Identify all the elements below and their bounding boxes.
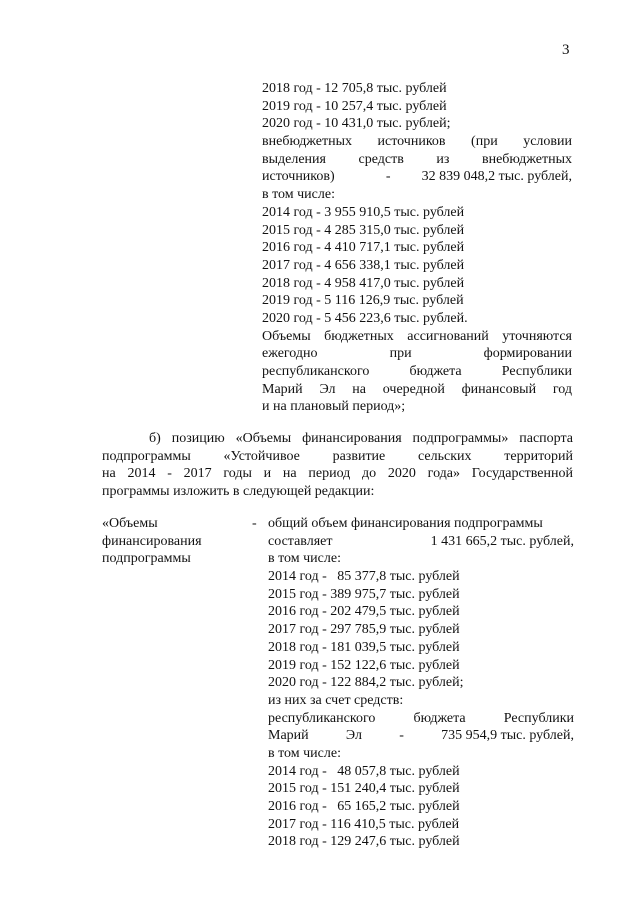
year-line: 2019 год - 10 257,4 тыс. рублей	[262, 98, 447, 114]
year-line: 2020 год - 10 431,0 тыс. рублей;	[262, 116, 451, 132]
year-line: 2014 год - 48 057,8 тыс. рублей	[268, 763, 460, 779]
year-line: 2019 год - 5 116 126,9 тыс. рублей	[262, 293, 464, 309]
section-label	[102, 515, 252, 568]
year-line: 2020 год - 5 456 223,6 тыс. рублей.	[262, 310, 468, 326]
budget-dash: -	[399, 728, 404, 744]
budget-line: республиканского бюджета Республики	[268, 710, 574, 726]
total-line	[262, 168, 572, 186]
paragraph-line: подпрограммы «Устойчивое развитие сельских территорий	[102, 448, 573, 464]
note-line: республиканского бюджета Республики	[262, 364, 572, 379]
note-line: Марий Эл на очередной финансовый год	[262, 381, 572, 397]
text-line: выделения средств из внебюджетных	[262, 151, 572, 167]
label-line: финансирования	[102, 533, 202, 549]
label-line: подпрограммы	[102, 551, 191, 567]
page-number: 3	[562, 42, 570, 58]
budget-mid: Эл	[345, 728, 362, 744]
year-line: 2016 год - 4 410 717,1 тыс. рублей	[262, 240, 465, 256]
section-dash: -	[252, 516, 257, 531]
including-label: в том числе:	[268, 745, 341, 761]
paragraph-line: б) позицию «Объемы финансирования подпрограммы» паспорта	[149, 431, 573, 446]
year-line: 2014 год - 3 955 910,5 тыс. рублей	[262, 204, 465, 220]
amendment-paragraph	[102, 430, 573, 501]
total-value: 32 839 048,2 тыс. рублей,	[421, 169, 572, 185]
note-line: Объемы бюджетных ассигнований уточняются	[262, 328, 572, 344]
budget-left: Марий	[268, 728, 309, 744]
total-line	[268, 533, 574, 551]
paragraph-line: на 2014 - 2017 годы и на период до 2020 года» Государственной	[102, 466, 573, 482]
year-line: 2018 год - 181 039,5 тыс. рублей	[268, 639, 460, 655]
year-line: 2016 год - 202 479,5 тыс. рублей	[268, 604, 460, 620]
intro-line: общий объем финансирования подпрограммы	[268, 516, 543, 531]
year-line: 2018 год - 4 958 417,0 тыс. рублей	[262, 275, 465, 291]
note-line: и на плановый период»;	[262, 399, 406, 415]
including-label: в том числе:	[262, 187, 335, 203]
year-line: 2017 год - 4 656 338,1 тыс. рублей	[262, 257, 465, 273]
year-line: 2020 год - 122 884,2 тыс. рублей;	[268, 675, 464, 691]
year-line: 2015 год - 4 285 315,0 тыс. рублей	[262, 222, 465, 238]
total-dash: -	[385, 169, 391, 185]
year-line: 2019 год - 152 122,6 тыс. рублей	[268, 657, 460, 673]
total-label: источников)	[262, 169, 335, 185]
year-line: 2018 год - 129 247,6 тыс. рублей	[268, 834, 460, 850]
year-line: 2017 год - 297 785,9 тыс. рублей	[268, 622, 460, 638]
including-label: в том числе:	[268, 551, 341, 567]
year-line: 2017 год - 116 410,5 тыс. рублей	[268, 816, 460, 832]
year-line: 2018 год - 12 705,8 тыс. рублей	[262, 81, 447, 96]
budget-total-line	[268, 727, 574, 745]
total-label: составляет	[268, 533, 333, 549]
year-line: 2015 год - 151 240,4 тыс. рублей	[268, 781, 460, 797]
year-line: 2015 год - 389 975,7 тыс. рублей	[268, 586, 460, 602]
total-value: 1 431 665,2 тыс. рублей,	[430, 533, 574, 549]
budget-value: 735 954,9 тыс. рублей,	[441, 728, 574, 744]
financing-sources-block	[262, 80, 572, 416]
text-line: внебюджетных источников (при условии	[262, 134, 572, 150]
note-line: ежегодно при формировании	[262, 346, 572, 362]
label-line: «Объемы	[102, 516, 158, 531]
year-line: 2014 год - 85 377,8 тыс. рублей	[268, 569, 460, 585]
year-line: 2016 год - 65 165,2 тыс. рублей	[268, 799, 460, 814]
funds-intro: из них за счет средств:	[268, 692, 404, 708]
paragraph-line: программы изложить в следующей редакции:	[102, 484, 375, 500]
section-content	[268, 515, 574, 851]
